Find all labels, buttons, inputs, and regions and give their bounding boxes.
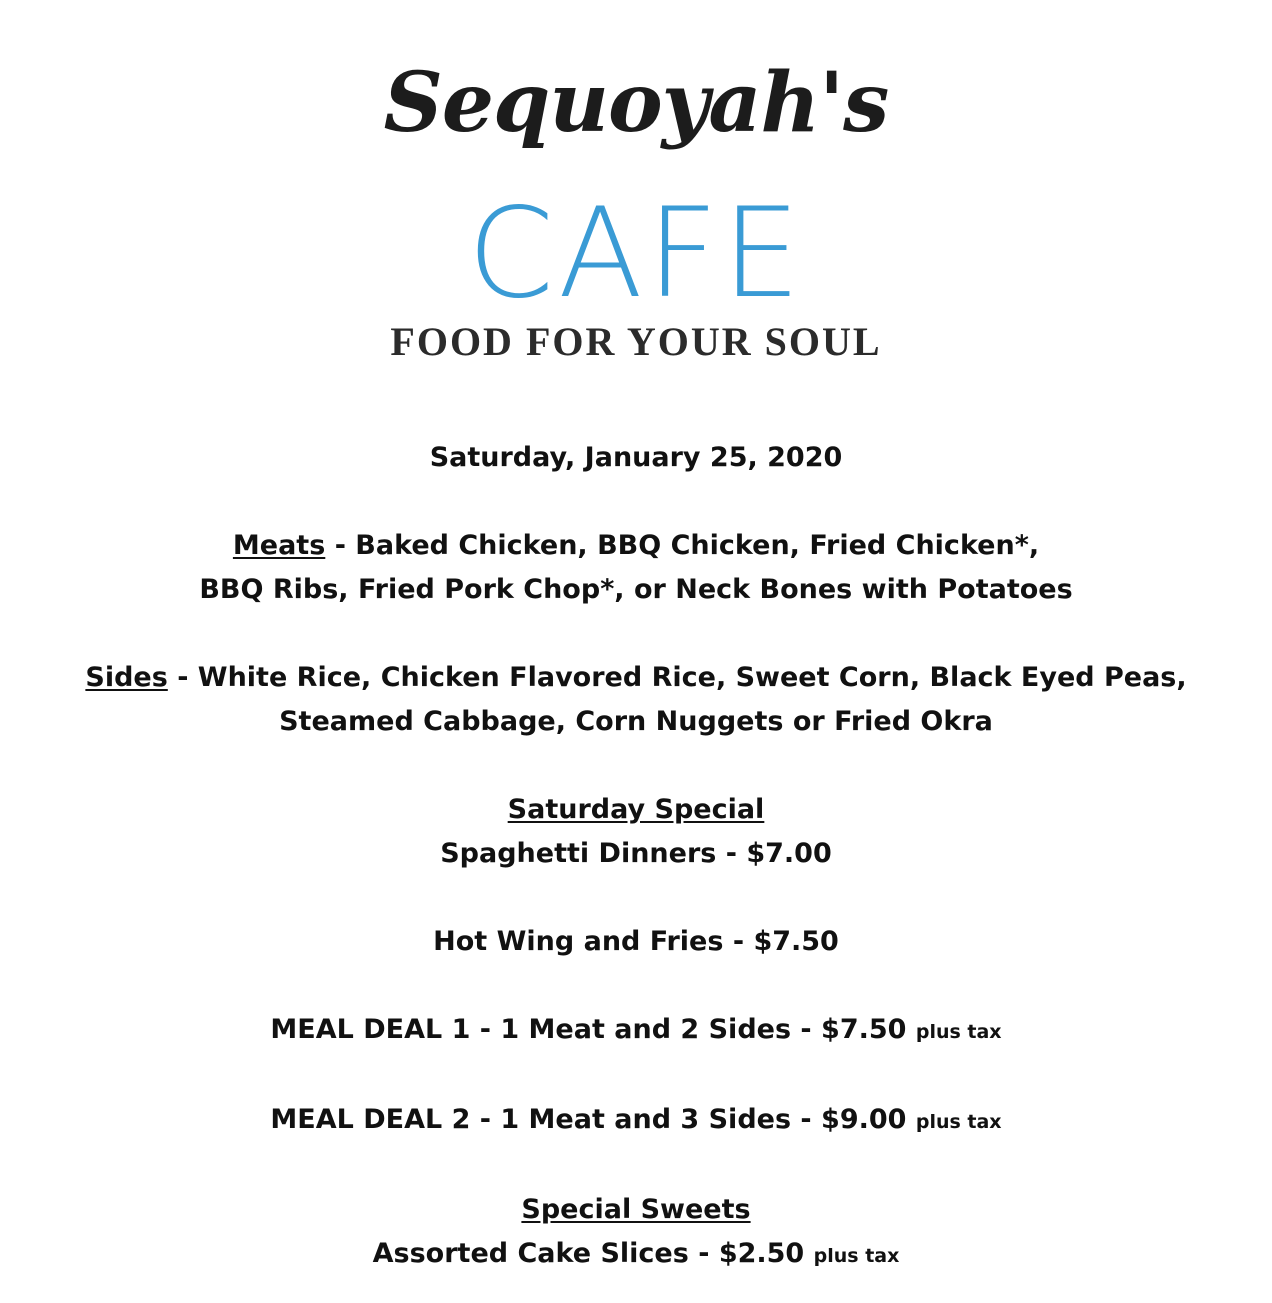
special-sweets-heading: Special Sweets bbox=[521, 1194, 751, 1225]
sides-items-1: - White Rice, Chicken Flavored Rice, Sweet Corn, Black Eyed Peas, bbox=[167, 662, 1187, 693]
daily-menu bbox=[0, 436, 1272, 1278]
special-sweets-item-line bbox=[0, 1232, 1272, 1278]
sides-line-1 bbox=[0, 656, 1272, 700]
saturday-special-heading: Saturday Special bbox=[507, 794, 765, 825]
meats-items-1: - Baked Chicken, BBQ Chicken, Fried Chicken*, bbox=[325, 530, 1040, 561]
special-sweets-item: Assorted Cake Slices - $2.50 bbox=[372, 1238, 805, 1269]
spacer bbox=[0, 1144, 1272, 1188]
meal-deal-2 bbox=[0, 1098, 1272, 1144]
spacer bbox=[0, 964, 1272, 1008]
spacer bbox=[0, 612, 1272, 656]
spacer bbox=[0, 1054, 1272, 1098]
sides-label: Sides bbox=[85, 662, 168, 693]
spacer bbox=[0, 744, 1272, 788]
cafe-logo bbox=[0, 0, 1272, 380]
menu-date: Saturday, January 25, 2020 bbox=[429, 442, 843, 473]
meats-line-1 bbox=[0, 524, 1272, 568]
meal-deal-1-text: MEAL DEAL 1 - 1 Meat and 2 Sides - $7.50 bbox=[270, 1014, 907, 1045]
meal-deal-1 bbox=[0, 1008, 1272, 1054]
logo-tagline: FOOD FOR YOUR SOUL bbox=[390, 319, 882, 364]
spacer bbox=[0, 876, 1272, 920]
meal-deal-2-tax-note: plus tax bbox=[915, 1111, 1002, 1133]
hot-wing-item: Hot Wing and Fries - $7.50 bbox=[433, 926, 839, 957]
special-sweets-tax-note: plus tax bbox=[813, 1245, 900, 1267]
saturday-special-item: Spaghetti Dinners - $7.00 bbox=[440, 838, 832, 869]
meats-label: Meats bbox=[232, 530, 326, 561]
meats-items-2: BBQ Ribs, Fried Pork Chop*, or Neck Bones with Potatoes bbox=[199, 574, 1073, 605]
meal-deal-1-tax-note: plus tax bbox=[915, 1021, 1002, 1043]
sides-items-2: Steamed Cabbage, Corn Nuggets or Fried Okra bbox=[279, 706, 993, 737]
spacer bbox=[0, 480, 1272, 524]
logo-script-name: Sequoyah's bbox=[383, 55, 889, 151]
meal-deal-2-text: MEAL DEAL 2 - 1 Meat and 3 Sides - $9.00 bbox=[270, 1104, 907, 1135]
logo-cafe-word: CAFE bbox=[467, 182, 805, 326]
